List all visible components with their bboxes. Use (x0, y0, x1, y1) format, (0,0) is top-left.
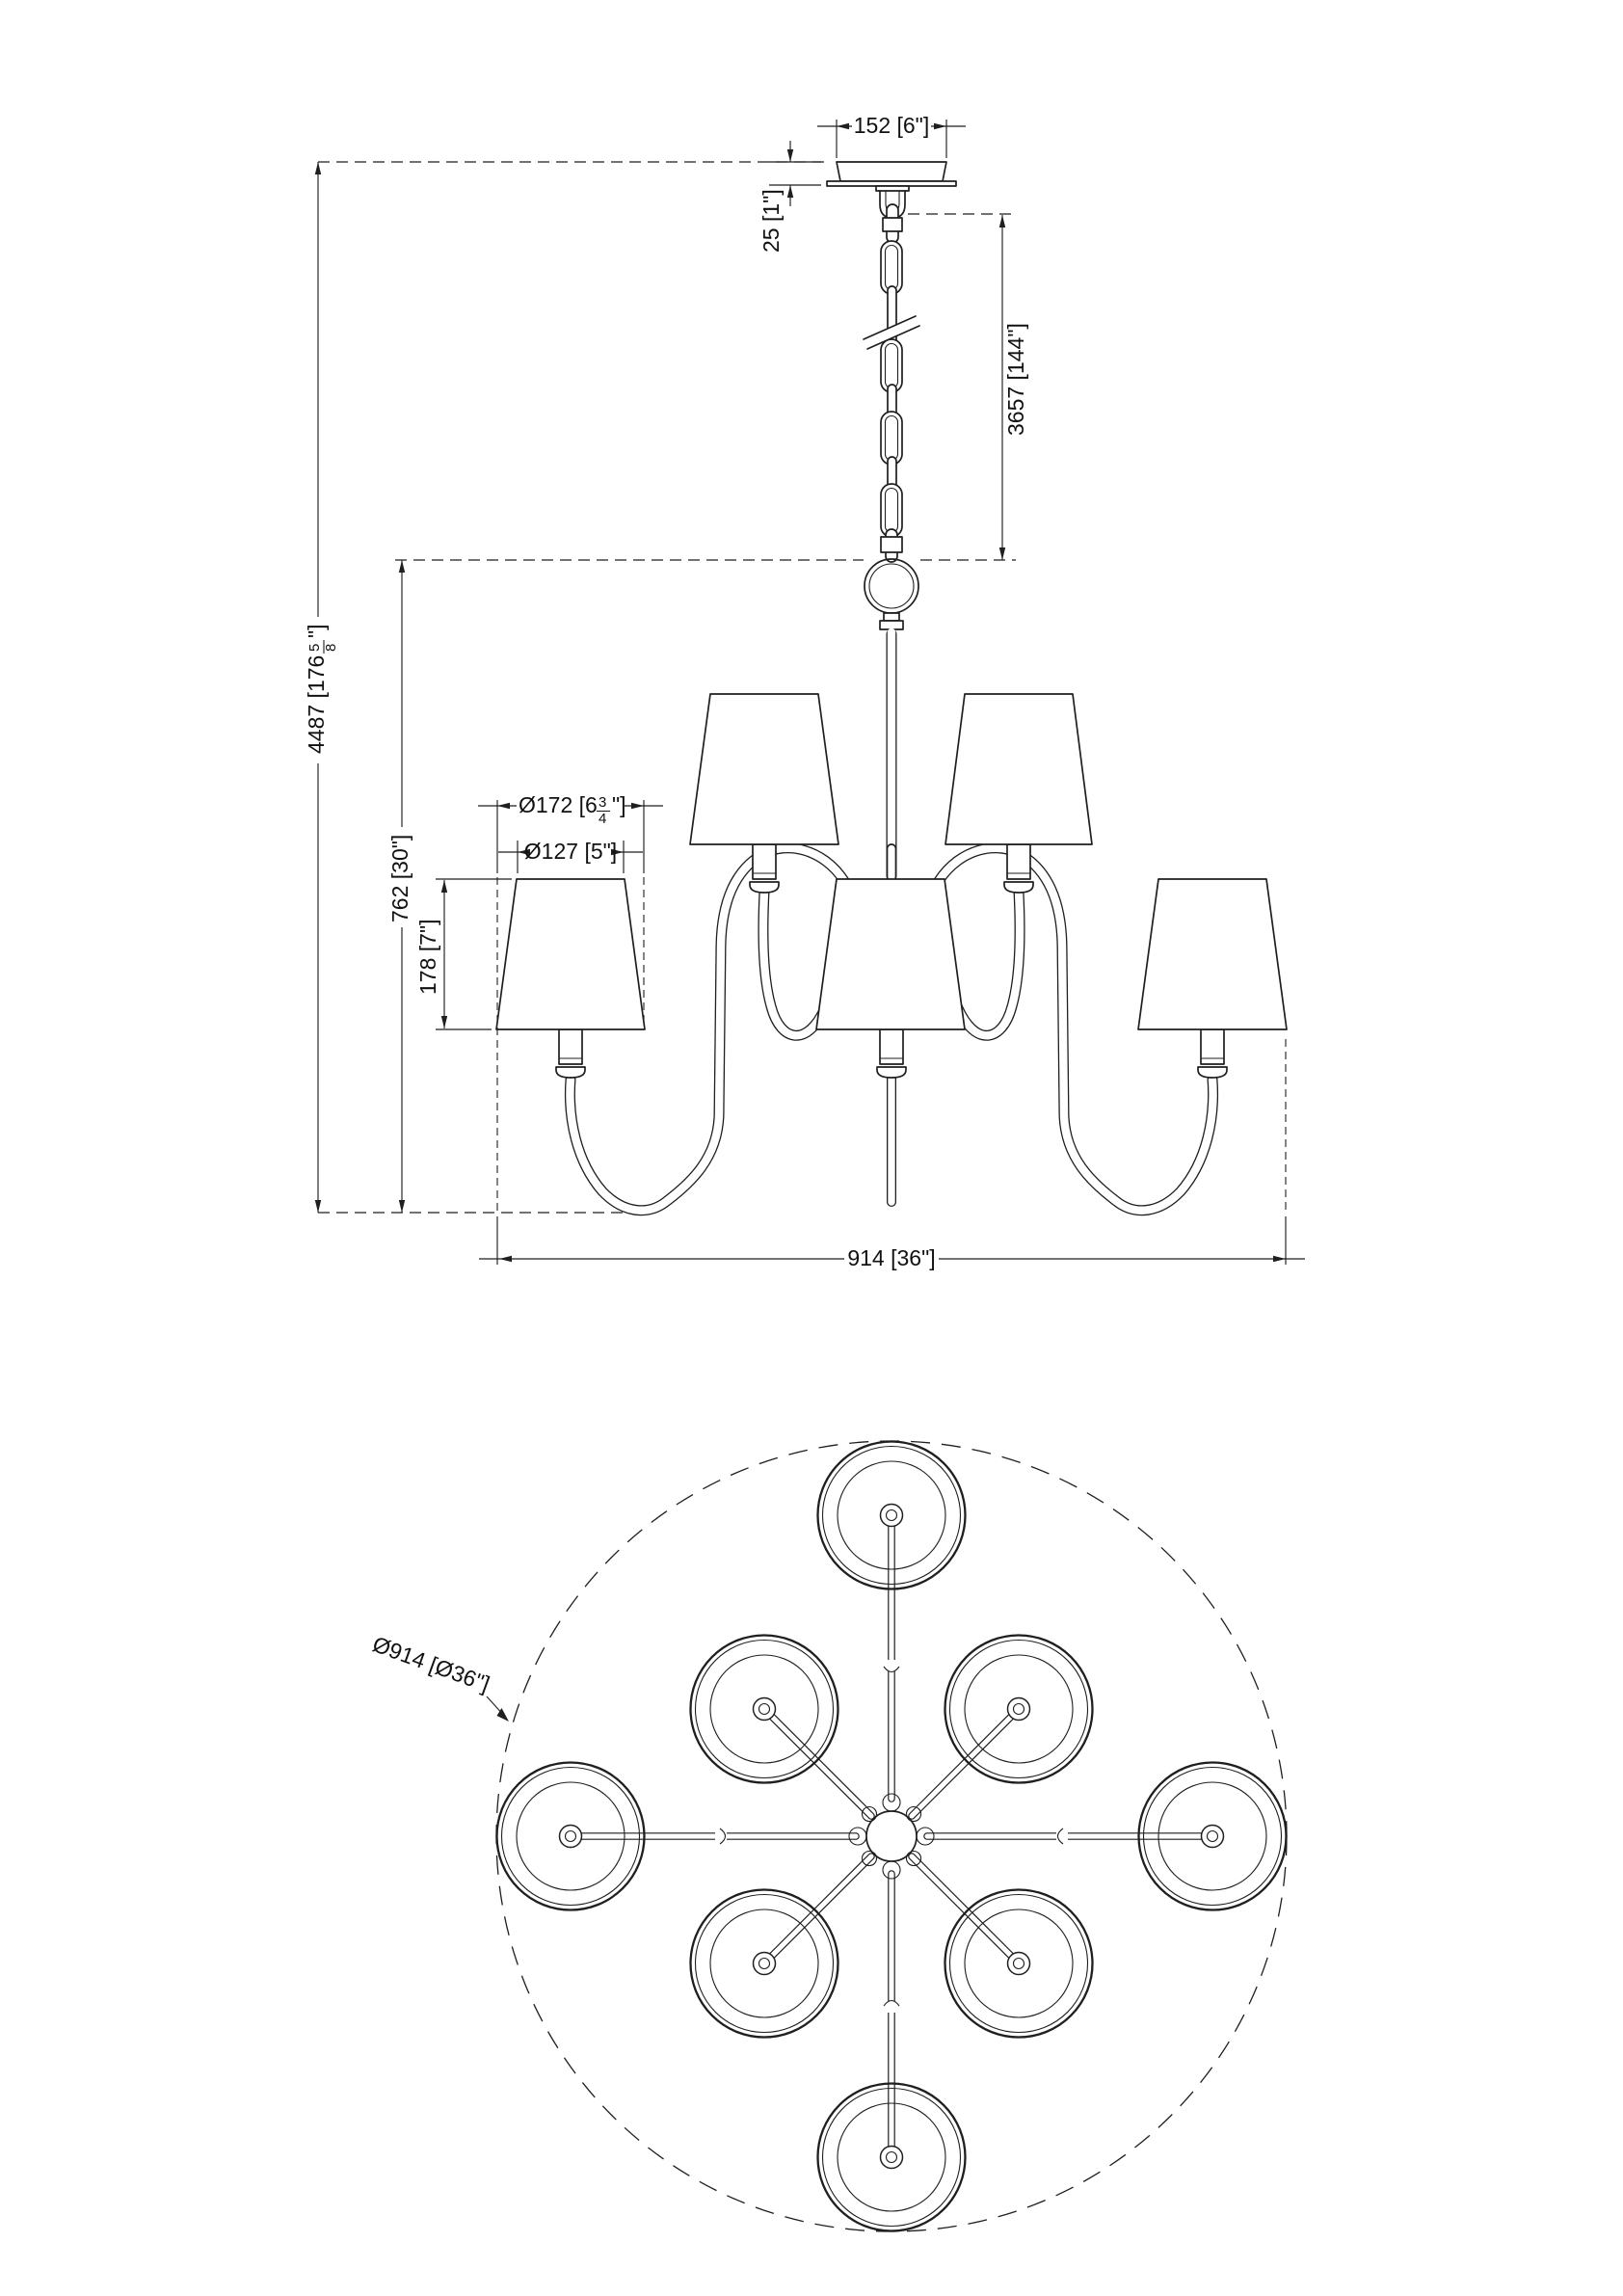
dim-canopy-height (758, 141, 821, 253)
elevation-view (304, 113, 1305, 1270)
candle (1004, 844, 1033, 893)
dim-label: 25 [1"] (758, 189, 784, 253)
dim-label-suffix: "] (304, 624, 329, 638)
dim-fixture-width (318, 1039, 1305, 1270)
candle (1198, 1029, 1227, 1078)
dim-overall-height (304, 162, 339, 1213)
candle (556, 1029, 585, 1078)
plan-shade (945, 1890, 1093, 2038)
dim-canopy-width (817, 113, 966, 158)
dim-label: 762 [30"] (387, 834, 412, 922)
dim-label: 178 [7"] (415, 919, 440, 995)
dim-frac-den: 4 (599, 811, 607, 827)
plan-view (369, 1441, 1287, 2231)
dim-label: Ø127 [5"] (523, 839, 618, 864)
plan-shade (691, 1890, 838, 2038)
dim-label: Ø172 [6 (519, 792, 598, 817)
far-right-shade (1138, 879, 1287, 1029)
dim-label: Ø914 [Ø36"] (369, 1631, 493, 1697)
chain (864, 204, 919, 562)
candle (877, 1029, 906, 1078)
plan-shade (691, 1636, 838, 1783)
dim-label: 3657 [144"] (1003, 323, 1028, 436)
dim-label-suffix: "] (612, 792, 626, 817)
chain-links (881, 241, 902, 537)
dim-label: 914 [36"] (847, 1245, 936, 1270)
dim-shade-top (498, 839, 643, 873)
dim-chain-length (908, 214, 1028, 560)
candle (750, 844, 779, 893)
upper-left-shade (690, 694, 838, 844)
plan-arms (580, 1525, 1203, 2148)
dim-frac-num: 3 (599, 794, 607, 811)
hanging-ring (865, 559, 918, 629)
dim-frac-den: 8 (323, 643, 339, 652)
dimensions (304, 113, 1305, 1270)
upper-right-shade (945, 694, 1092, 844)
plan-shade (945, 1636, 1093, 1783)
stem-socket (888, 844, 896, 881)
dim-label: 4487 [176 (304, 654, 329, 754)
stem (888, 632, 896, 881)
center-shade (816, 879, 965, 1029)
far-left-shade (496, 879, 645, 1029)
dim-frac-num: 5 (306, 643, 323, 652)
dim-label: 152 [6"] (853, 113, 930, 138)
dim-plan-diameter (369, 1631, 509, 1722)
